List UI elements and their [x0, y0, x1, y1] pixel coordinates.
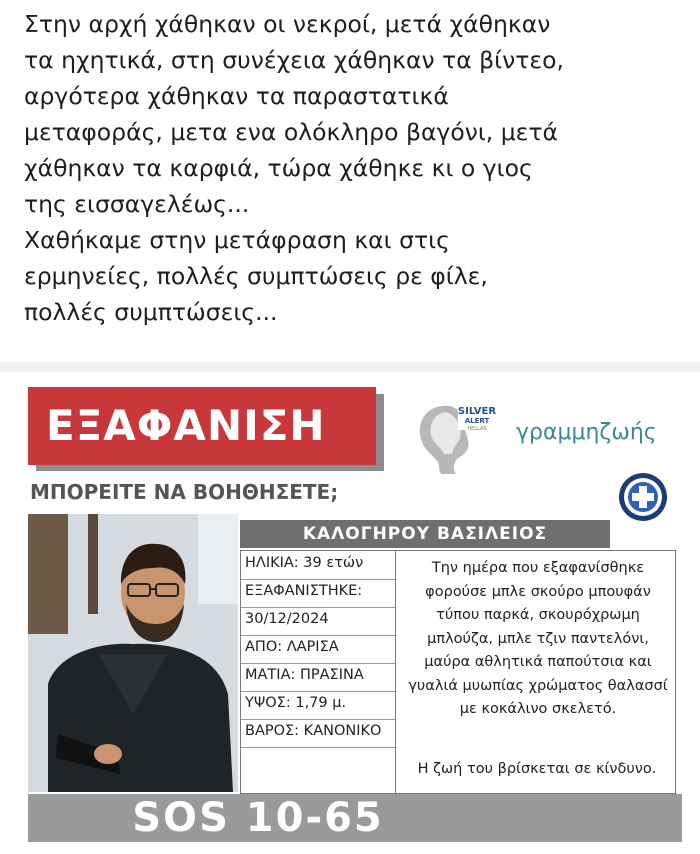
detail-height: ΥΨΟΣ: 1,79 μ.: [245, 695, 347, 711]
title-shadow: [376, 394, 384, 470]
detail-age: ΗΛΙΚΙΑ: 39 ετών: [245, 555, 364, 571]
row-divider: [241, 719, 395, 720]
post-text-section: [0, 0, 700, 362]
detail-disappeared: ΕΞΑΦΑΝΙΣΤΗΚΕ:: [245, 583, 363, 599]
row-divider: [241, 663, 395, 664]
poster-help-text: ΜΠΟΡΕΙΤΕ ΝΑ ΒΟΗΘΗΣΕΤΕ;: [30, 480, 339, 504]
row-divider: [241, 747, 395, 748]
detail-date: 30/12/2024: [245, 611, 329, 627]
sos-number[interactable]: SOS 10-65: [132, 795, 384, 841]
row-divider: [241, 607, 395, 608]
clothing-description: Την ημέρα που εξαφανίσθηκε φορούσε μπλε σκούρο μπουφάν τύπου παρκά, σκουρόχρωμη μπλούζα, μπλε τζιν παντελόνι, μαύρα αθλητικά παπούτσια και γυαλιά μυωπίας χρώματος θαλασσί με κοκάλινο σκελετό.: [408, 560, 668, 717]
row-divider: [241, 691, 395, 692]
person-details-table: [240, 550, 676, 794]
silver-logo-line3: HELLAS: [467, 426, 487, 432]
missing-person-photo: [28, 514, 238, 792]
detail-eyes: ΜΑΤΙΑ: ΠΡΑΣΙΝΑ: [245, 667, 364, 683]
police-badge-icon: [618, 472, 668, 522]
row-divider: [241, 579, 395, 580]
poster-title: ΕΞΑΦΑΝΙΣΗ: [46, 401, 326, 450]
sos-bar: [28, 794, 682, 842]
life-line-logo-text: γραμμηζωής: [516, 420, 657, 445]
row-divider: [241, 635, 395, 636]
post-body-text: Στην αρχή χάθηκαν οι νεκροί, μετά χάθηκαν τα ηχητικά, στη συνέχεια χάθηκαν τα βίντεο, αργότερα χάθηκαν τα παραστατικά μεταφοράς, μετα ενα ολόκληρο βαγόνι, μετά χάθηκαν τα καρφιά, τώρα χάθηκε κι ο γιος της εισσαγελέως... Χαθήκαμε στην μετάφραση και στις ερμηνείες, πολλές συμπτώσεις ρε φίλε, πολλές συμπτώσεις...: [24, 10, 564, 326]
danger-warning: Η ζωή του βρίσκεται σε κίνδυνο.: [417, 761, 657, 777]
details-column: [241, 551, 396, 793]
detail-weight: ΒΑΡΟΣ: ΚΑΝΟΝΙΚΟ: [245, 723, 382, 739]
silver-alert-logo: [412, 398, 508, 476]
person-name: ΚΑΛΟΓΗΡΟΥ ΒΑΣΙΛΕΙΟΣ: [302, 524, 548, 544]
title-shadow-bottom: [36, 465, 384, 471]
poster-title-box: [28, 387, 376, 465]
person-name-bar: [240, 520, 610, 548]
detail-from: ΑΠΟ: ΛΑΡΙΣΑ: [245, 639, 339, 655]
missing-person-poster[interactable]: [18, 372, 682, 842]
silver-logo-line2: ALERT: [464, 417, 490, 425]
post-divider: [0, 362, 700, 372]
silver-logo-line1: SILVER: [457, 406, 497, 417]
